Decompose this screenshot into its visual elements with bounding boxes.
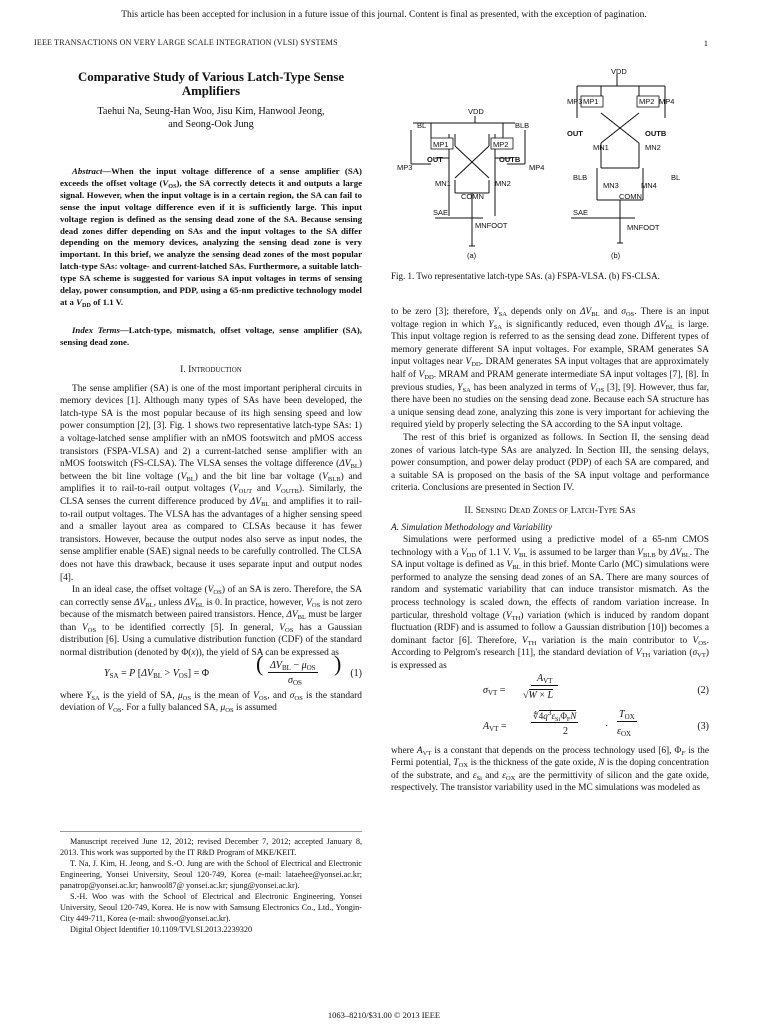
abstract-label: Abstract [72,166,103,176]
fig-b-comn-label: COMN [619,192,642,201]
figure-1-caption: Fig. 1. Two representative latch-type SAs. (a) FSPA-VLSA. (b) FS-CLSA. [391,271,660,281]
authors-line-2: and Seong-Ook Jung [168,118,254,130]
equation-3: $A_{VT}$ = $∜4q^3\varepsilon_{Si}\Phi_FN$ 2 · $T_{OX}$ $\varepsilon_{OX}$ (3) [483,707,709,738]
footnote-affiliation-2: S.-H. Woo was with the School of Electrical and Electronic Engineering, Yonsei University, Seoul 120-749, Korea. He is now with Samsung Electronics Co., Ltd., Yongin-City 449-711, Korea (e-mail: shwoo@yonsei.ac.kr). [60,892,362,923]
fig-a-sae-label: SAE [433,208,449,217]
paper-title: Comparative Study of Various Latch-Type Sense Amplifiers [77,70,345,98]
fig-b-outb-label: OUTB [645,129,667,138]
right-column-body: to be zero [3]; therefore, $Y_{SA}$ depends only on $\Delta V_{BL}$ and $\sigma_{OS}$. There is an input voltage region in which $Y_{SA}$ is significantly reduced, even though $\Delta V_{BL}$ is large. This input voltage region is referred to as the sensing dead zone. Different types of memory generate different SA input voltages. For example, SRAM generates SA input voltages near $V_{DD}$. DRAM generates SA input voltages that are approximately half of $V_{DD}$. MRAM and PRAM generate intermediate SA input voltages [7], [8]. In previous studies, $Y_{SA}$ has been analyzed in terms of $V_{OS}$ [3], [9]. However, thus far, there have been no studies on the sensing dead zone. Because each SA structure has a unique sensing dead zone, analyzing this zone is very important for achieving the required yield by properly selecting the SA according to the SA input voltage. The rest of this brief is organized as follows. In Section II, the sensing dead zones of various latch-type SAs are analyzed. In Section III, the sensing delays, power consumption, and power delay product (PDP) of each SA are compared, and a suitable SA is proposed on the basis of the SA input voltage and performance criteria. Conclusions are presented in Section IV. II. Sensing Dead Zones of Latch-Type SAs A. Simulation Methodology and Variability Simulations were performed using a predictive model of a 65-nm CMOS technology with a $V_{DD}$ of 1.1 V. $V_{BL}$ is assumed to be larger than $V_{BLB}$ by $\Delta V_{BL}$. The SA input voltage is defined as $V_{BL}$ in this brief. Monte Carlo (MC) simulations were performed to analyze the sensing dead zones of an SA. There are many sources of random and systematic variability that can induce transistor mismatch. As the process technology is scaled down, the effects of random variation increase. In particular, threshold voltage $(V_{TH})$ variation (which is induced by random dopant fluctuation (RDF) and is assumed to follow a Gaussian distribution [10]) becomes a dominant factor [6]. Therefore, $V_{TH}$ variation is the main contributor to $V_{OS}$. According to Pelgrom's research [11], the standard deviation of $V_{TH}$ variation $(\sigma_{VT})$ is expressed as $\sigma_{VT}$ = $A_{VT}$ √W × L (2) $A_{VT}$ = $∜4q^3\varepsilon_{Si}\Phi_FN$ 2 · $T_{OX}$ $\varepsilon_{OX}$ (3) where $A_{VT}$ is a constant that depends on the process technology used [6], $\Phi_F$ is the Fermi potential, $T_{OX}$ is the thickness of the gate oxide, N is the doping concentration of the substrate, and $\varepsilon_{Si}$ and $\varepsilon_{OX}$ are the permittivity of silicon and the gate oxide, respectively. The transistor variability used in the MC simulations was modeled as [391,307,710,794]
index-terms-text: Latch-type, mismatch, offset voltage, sense amplifier (SA), sensing dead zone. [60,325,362,347]
copyright-line: 1063–8210/$31.00 © 2013 IEEE [327,1010,441,1020]
fig-b-mp3-label: MP3 [567,97,583,106]
equation-1: $Y_{SA} = P$ $[\Delta V_{BL} > V_{OS}] = \Phi$ ( $\Delta V_{BL} - \mu_{OS}$ $\sigma_{OS}$ ) (1) [104,650,362,687]
fig-b-mp1-label: MP1 [583,97,599,106]
fig-a-caption-label: (a) [467,251,477,260]
footnote-affiliation-1: T. Na, J. Kim, H. Jeong, and S.-O. Jung are with the School of Electrical and Electronic Engineering, Yonsei University, Seoul 120-749, Korea (e-mail: lataehee@yonsei.ac.kr; panatrop@yonsei.ac.kr; hanwool87@ yonsei.ac.kr; sjung@yonsei.ac.kr). [60,859,362,890]
fig-b-mp2-label: MP2 [639,97,655,106]
footnote [60,836,362,935]
fig-b-mn2-label: MN2 [645,143,661,152]
section-2-heading: II. Sensing Dead Zones of Latch-Type SAs [464,504,636,516]
author-list [60,106,362,131]
fig-a-blb-label: BLB [515,121,530,130]
fig-b-mn1-label: MN1 [593,143,609,152]
introduction-section: I. Introduction The sense amplifier (SA) is one of the most important peripheral circuits in memory devices [1]. Although many types of SAs have been developed, the latch-type SA is the most popular because of its high sensing speed and low power consumption [2], [3]. Fig. 1 shows two representative latch-type SAs: 1) a voltage-latched sense amplifier with an nMOS footswitch and pMOS access transistors (FSPA-VLSA) and 2) a current-latched sense amplifier with an nMOS footswitch (FS-CLSA). The VLSA senses the voltage difference $(\Delta V_{BL})$ between the bit line voltage $(V_{BL})$ and the bit line bar voltage $(V_{BLB})$ and amplifies it to rail-to-rail output voltages ($V_{OUT}$ and $V_{OUTB}$). Similarly, the CLSA senses the current difference produced by $\Delta V_{BL}$ and amplifies it to rail-to-rail output voltages. The VLSA has the advantages of a higher sensing speed and a smaller layout area as compared to CLSAs because it has fewer transistors. However, because the output nodes also serve as input nodes, the sense amplifier enable (SAE) signal needs to be carefully controlled. The CLSA does not have this drawback, because it uses separate input and output nodes [4]. In an ideal case, the offset voltage $(V_{OS})$ of an SA is zero. Therefore, the SA can correctly sense $\Delta V_{BL}$, unless $\Delta V_{BL}$ is 0. In practice, however, $V_{OS}$ is not zero because of the mismatch between paired transistors. Hence, $\Delta V_{BL}$ must be larger than $V_{OS}$ to be identified correctly [5]. In general, $V_{OS}$ has a Gaussian distribution [6]. Using a cumulative distribution function (CDF) of the standard normal distribution (denoted by Φ(x)), the yield of SA can be expressed as $Y_{SA} = P$ $[\Delta V_{BL} > V_{OS}] = \Phi$ ( $\Delta V_{BL} - \mu_{OS}$ $\sigma_{OS}$ ) (1) where $Y_{SA}$ is the yield of SA, $\mu_{OS}$ is the mean of $V_{OS}$, and $\sigma_{OS}$ is the standard deviation of $V_{OS}$. For a fully balanced SA, $\mu_{OS}$ is assumed [60,364,362,715]
fig-a-mn2-label: MN2 [495,179,511,188]
fig-b-caption-label: (b) [611,251,621,260]
subsection-a-heading: A. Simulation Methodology and Variability [391,522,553,533]
equation-2-number: (2) [697,684,709,696]
fig-b-vdd-label: VDD [611,68,627,76]
fig-b-mp4-label: MP4 [659,97,675,106]
fig-b-blb-label: BLB [573,173,588,182]
footnote-doi: Digital Object Identifier 10.1109/TVLSI.2013.2239320 [70,925,253,934]
fig-b-mn3-label: MN3 [603,181,619,190]
fig-a-comn-label: COMN [461,192,484,201]
fig-b-sae-label: SAE [573,208,589,217]
fig-a-mp4-label: MP4 [529,163,545,172]
fig-a-mnfoot-label: MNFOOT [475,221,508,230]
fig-a-mn1-label: MN1 [435,179,451,188]
equation-1-number: (1) [350,667,362,679]
figure-1-circuits [395,68,715,264]
fig-b-bl-label: BL [671,173,681,182]
fig-a-out-label: OUT [427,155,443,164]
authors-line-1: Taehui Na, Seung-Han Woo, Jisu Kim, Hanwool Jeong, [97,106,325,117]
fig-a-mp2-label: MP2 [493,140,509,149]
fig-a-vdd-label: VDD [468,107,484,116]
equation-2: $\sigma_{VT}$ = $A_{VT}$ √W × L (2) [483,672,709,701]
fig-b-mnfoot-label: MNFOOT [627,223,660,232]
fig-b-out-label: OUT [567,129,583,138]
fig-a-bl-label: BL [417,121,427,130]
index-terms-label: Index Terms [72,325,120,335]
abstract: Abstract—When the input voltage difference of a sense amplifier (SA) exceeds the offset voltage $(V_{OS})$, the SA correctly detects it and outputs a large signal. However, when the input voltage is in a certain region, the SA can fail to sense the input voltage difference even if it is sufficiently large. This input voltage region is defined as the sensing dead zone of the SA. Because sensing dead zones differ depending on SAs and the input voltages to the SA differ depending on the memory devices, analyzing the sensing dead zone is very important. In this brief, we analyze the sensing dead zones of the most popular latch-type SAs: voltage- and current-latched SAs. Furthermore, a suitable latch-type SA scheme is suggested for various SA input voltages in terms of sensing delay, power consumption, and PDP, using a 65-nm predictive technology model at a $V_{DD}$ of 1.1 V. [60,166,362,309]
journal-name: IEEE TRANSACTIONS ON VERY LARGE SCALE INTEGRATION (VLSI) SYSTEMS [34,38,338,47]
footnote-divider [60,831,362,832]
equation-3-number: (3) [697,720,709,732]
page-number: 1 [703,38,708,48]
index-terms: Index Terms—Latch-type, mismatch, offset voltage, sense amplifier (SA), sensing dead zone. [60,325,362,347]
fig-a-outb-label: OUTB [499,155,521,164]
acceptance-notice: This article has been accepted for inclusion in a future issue of this journal. Content is final as presented, with the exception of pagination. [121,10,647,20]
section-1-heading: I. Introduction [180,364,242,375]
fig-b-mn4-label: MN4 [641,181,657,190]
footnote-received: Manuscript received June 12, 2012; revised December 7, 2012; accepted January 8, 2013. This work was supported by the IT R&D Program of MKE/KEIT. [60,837,362,857]
fig-a-mp1-label: MP1 [433,140,449,149]
fig-a-mp3-label: MP3 [397,163,413,172]
